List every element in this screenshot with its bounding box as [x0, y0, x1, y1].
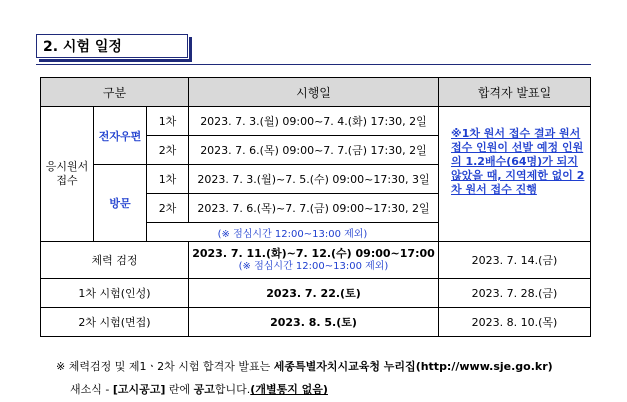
footnote-after: 합니다. — [214, 383, 251, 396]
table-row — [41, 279, 591, 308]
physical-label: 체력 검정 — [41, 242, 189, 279]
exam1-label: 1차 시험(인성) — [41, 279, 189, 308]
visit-round2-date: 2023. 7. 6.(목)~7. 7.(금) 09:00~17:30, 2일 — [189, 194, 439, 223]
footnote-site-name: 세종특별자치시교육청 누리집 — [273, 360, 416, 373]
physical-announce: 2023. 7. 14.(금) — [439, 242, 591, 279]
exam-schedule-table — [40, 77, 591, 337]
footnote-board: [고시공고] — [112, 383, 166, 396]
visit-round2: 2차 — [147, 194, 189, 223]
online-label: 전자우편 — [94, 107, 147, 165]
exam1-date: 2023. 7. 22.(토) — [189, 279, 439, 308]
physical-lunch-note: (※ 점심시간 12:00~13:00 제외) — [238, 261, 389, 272]
exam2-date: 2023. 8. 5.(토) — [189, 308, 439, 337]
footnote-mid: 란에 — [165, 383, 194, 396]
online-round2: 2차 — [147, 136, 189, 165]
section-title: 2. 시험 일정 — [36, 34, 188, 58]
exam2-label: 2차 시험(면접) — [41, 308, 189, 337]
header-category: 구분 — [41, 78, 189, 107]
table-header-row — [41, 78, 591, 107]
online-round1: 1차 — [147, 107, 189, 136]
online-round2-date: 2023. 7. 6.(목) 09:00~7. 7.(금) 17:30, 2일 — [189, 136, 439, 165]
table-row — [41, 107, 591, 136]
table-row — [41, 242, 591, 279]
footnote-news: 새소식 - — [70, 383, 113, 396]
footnote-prefix: ※ 체력검정 및 제1ㆍ2차 시험 합격자 발표는 — [56, 360, 271, 373]
footnote-notice: 공고 — [193, 383, 215, 396]
physical-date — [189, 242, 439, 279]
visit-lunch-note: (※ 점심시간 12:00~13:00 제외) — [147, 223, 439, 242]
visit-label: 방문 — [94, 165, 147, 242]
footnote-site-url: (http://www.sje.go.kr) — [415, 360, 553, 373]
header-exam-date: 시행일 — [189, 78, 439, 107]
physical-date-text: 2023. 7. 11.(화)~7. 12.(수) 09:00~17:00 — [192, 247, 435, 260]
footnote-line-1 — [56, 358, 553, 374]
application-label — [41, 107, 94, 242]
footnote-line-2 — [70, 381, 328, 397]
announce-note — [439, 107, 591, 242]
footnote-no-individual-notice: (개별통지 없음) — [250, 383, 328, 396]
application-label-text: 응시원서 접수 — [45, 160, 89, 187]
section-divider — [36, 64, 591, 65]
announce-note-text: ※1차 원서 접수 결과 원서 접수 인원이 선발 예정 인원의 1.2배수(64명)가 되지 않았을 때, 지역제한 없이 2차 원서 접수 진행 — [451, 127, 585, 196]
online-round1-date: 2023. 7. 3.(월) 09:00~7. 4.(화) 17:30, 2일 — [189, 107, 439, 136]
header-announce-date: 합격자 발표일 — [439, 78, 591, 107]
section-title-shadow — [189, 37, 192, 61]
visit-round1: 1차 — [147, 165, 189, 194]
table-row — [41, 308, 591, 337]
section-title-shadow-bottom — [39, 59, 192, 62]
exam1-announce: 2023. 7. 28.(금) — [439, 279, 591, 308]
exam2-announce: 2023. 8. 10.(목) — [439, 308, 591, 337]
visit-round1-date: 2023. 7. 3.(월)~7. 5.(수) 09:00~17:30, 3일 — [189, 165, 439, 194]
